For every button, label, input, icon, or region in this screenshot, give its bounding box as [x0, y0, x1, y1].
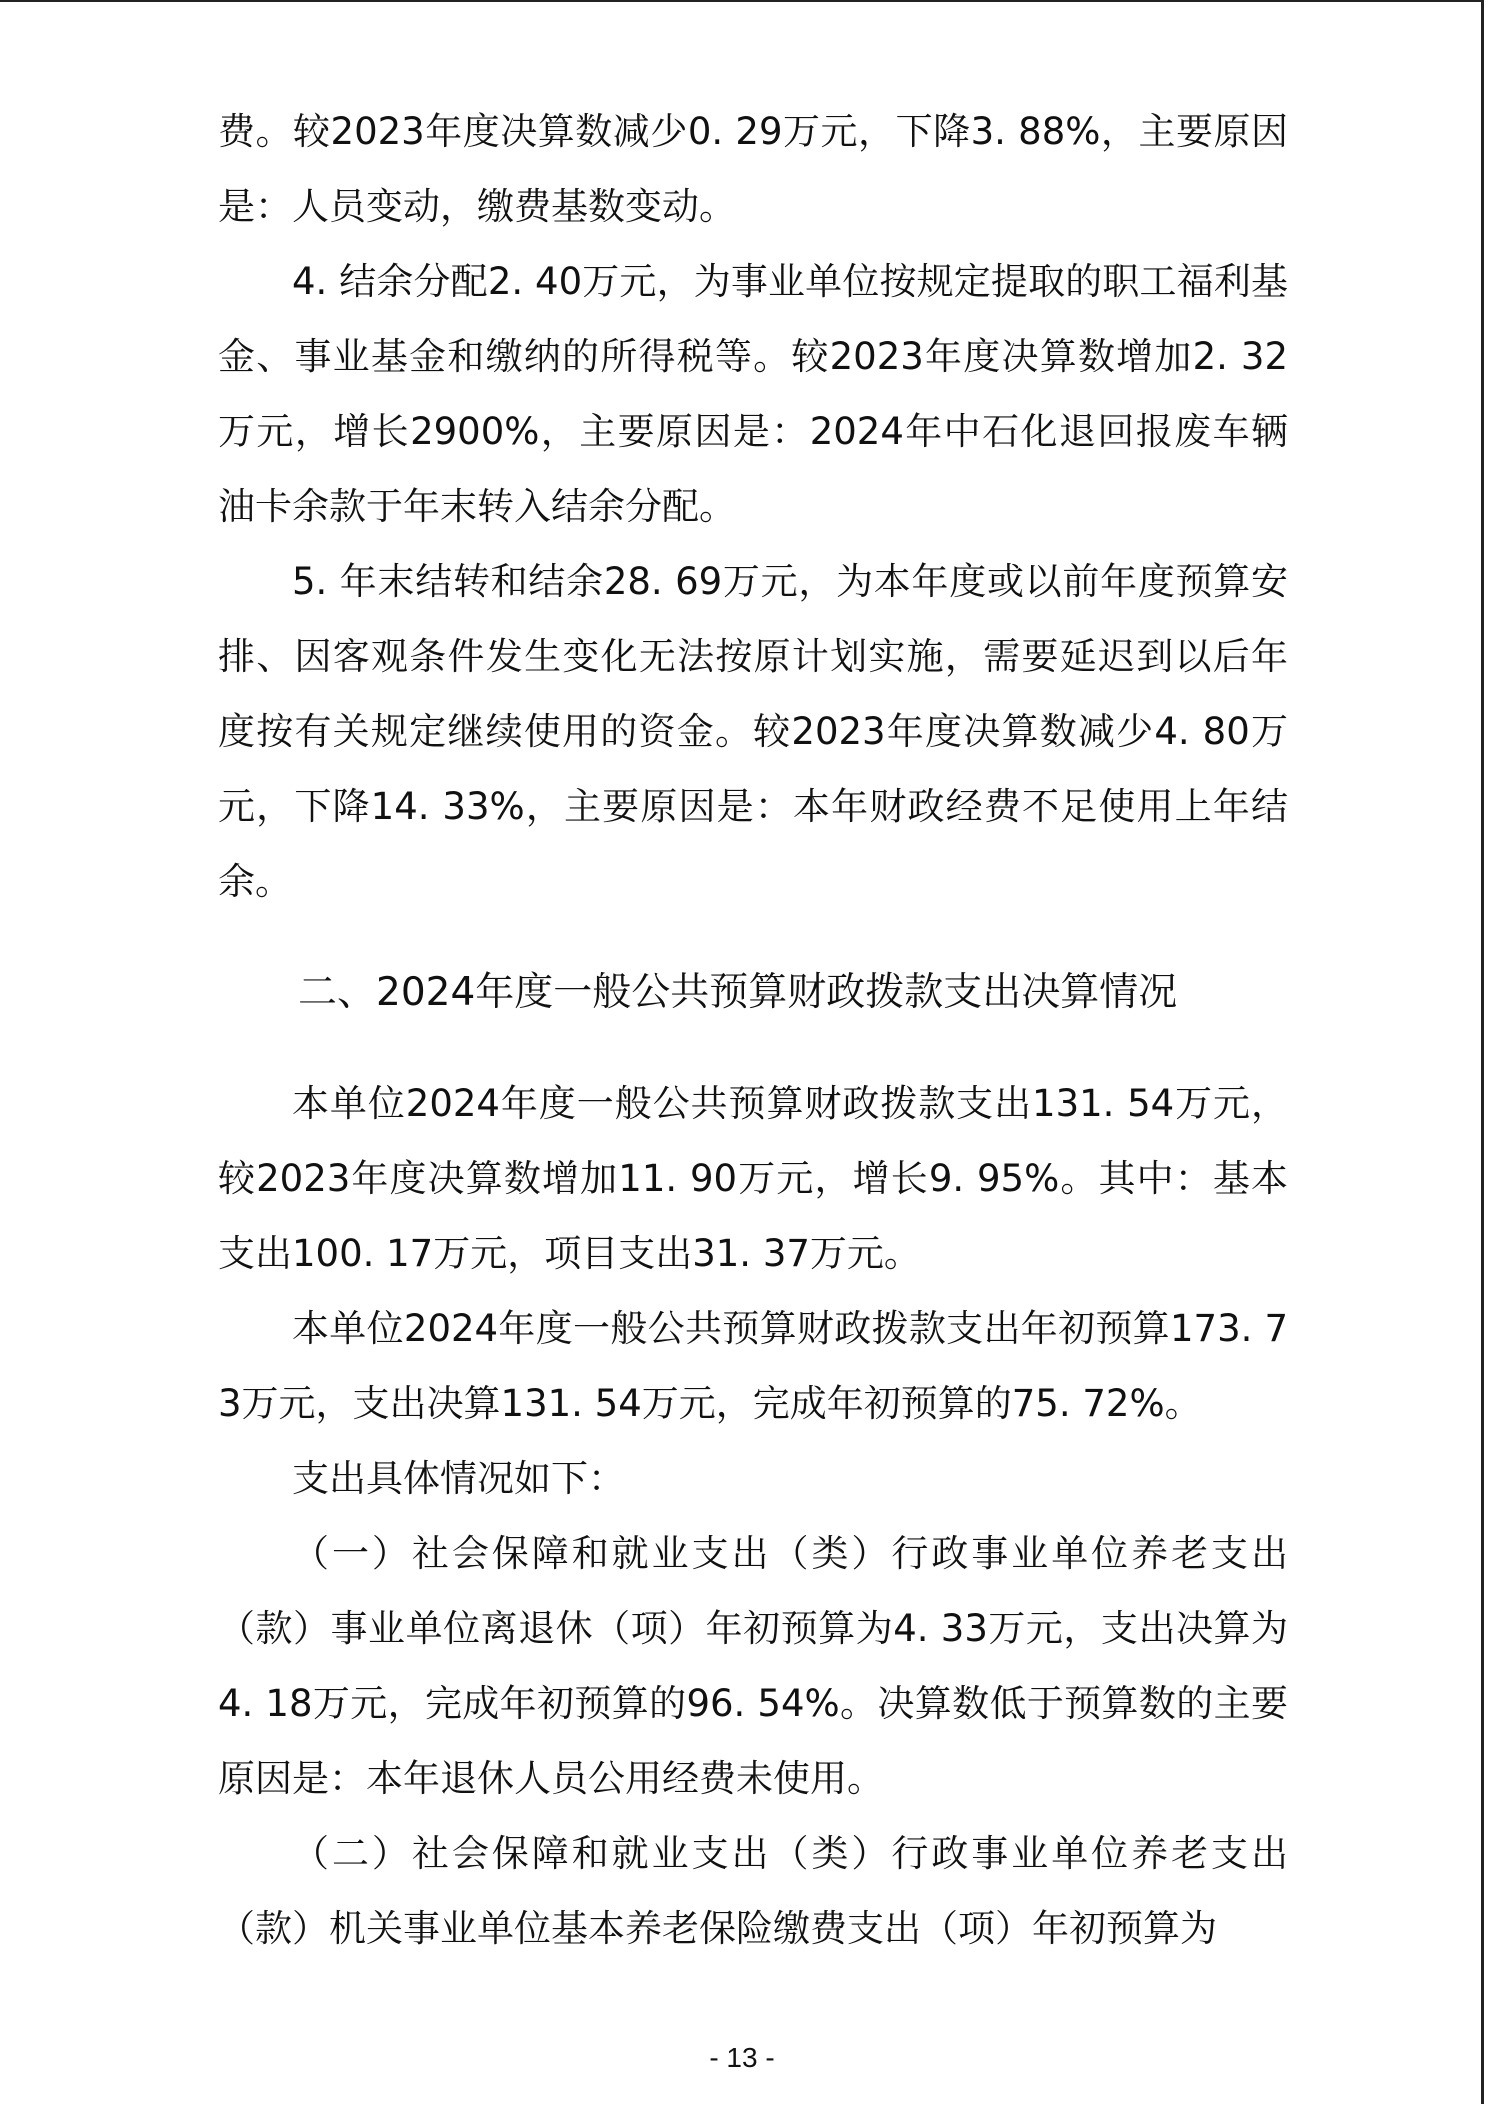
paragraph-budget-completion: 本单位2024年度一般公共预算财政拨款支出年初预算173. 73万元，支出决算131. 54万元，完成年初预算的75. 72%。 — [218, 1307, 1288, 1425]
paragraph-expenditure-summary: 本单位2024年度一般公共预算财政拨款支出131. 54万元，较2023年度决算数增加11. 90万元，增长9. 95%。其中：基本支出100. 17万元，项目支出31. 37万元。 — [218, 1082, 1288, 1275]
paragraph-year-end-carryover: 5. 年末结转和结余28. 69万元，为本年度或以前年度预算安排、因客观条件发生变化无法按原计划实施，需要延迟到以后年度按有关规定继续使用的资金。较2023年度决算数减少4. 80万元，下降14. 33%，主要原因是：本年财政经费不足使用上年结余。 — [218, 560, 1288, 903]
paragraph-continuation: 费。较2023年度决算数减少0. 29万元，下降3. 88%，主要原因是：人员变动，缴费基数变动。 — [218, 110, 1288, 228]
paragraph-item-two: （二）社会保障和就业支出（类）行政事业单位养老支出（款）机关事业单位基本养老保险缴费支出（项）年初预算为 — [218, 1832, 1288, 1950]
paragraph-surplus-distribution: 4. 结余分配2. 40万元，为事业单位按规定提取的职工福利基金、事业基金和缴纳的所得税等。较2023年度决算数增加2. 32万元，增长2900%，主要原因是：2024年中石化退回报废车辆油卡余款于年末转入结余分配。 — [218, 260, 1288, 528]
paragraph-details-intro: 支出具体情况如下： — [292, 1457, 625, 1500]
page-number: - 13 - — [709, 2042, 775, 2073]
section-heading: 二、2024年度一般公共预算财政拨款支出决算情况 — [298, 970, 1178, 1015]
paragraph-item-one: （一）社会保障和就业支出（类）行政事业单位养老支出（款）事业单位离退休（项）年初预算为4. 33万元，支出决算为4. 18万元，完成年初预算的96. 54%。决算数低于预算数的主要原因是：本年退休人员公用经费未使用。 — [218, 1532, 1288, 1800]
document-body — [218, 94, 1288, 1966]
